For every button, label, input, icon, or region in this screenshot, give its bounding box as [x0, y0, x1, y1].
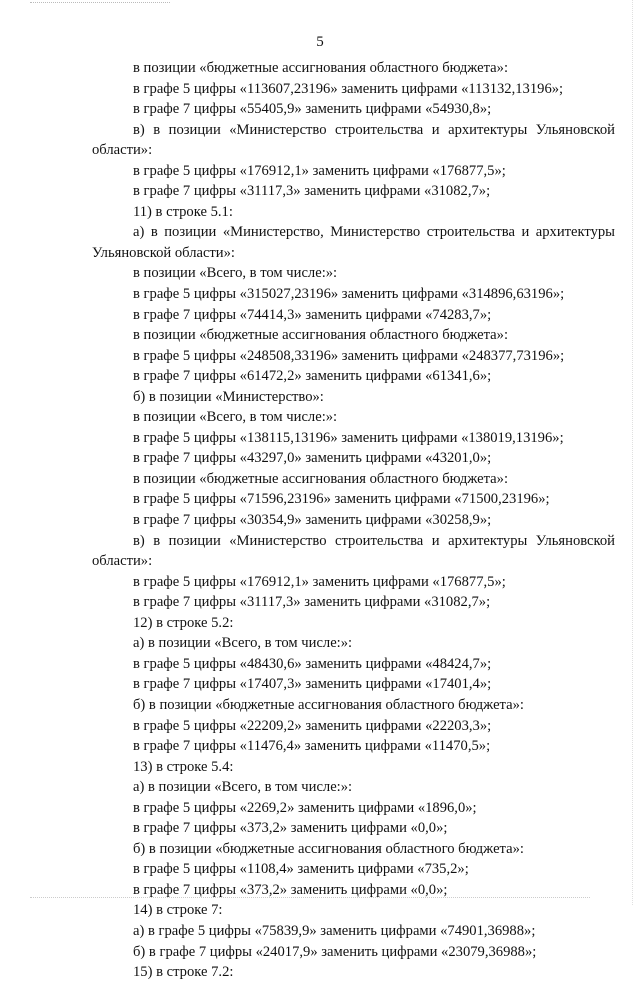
scan-edge-top [30, 2, 170, 5]
text-line: в графе 5 цифры «138115,13196» заменить цифрами «138019,13196»; [133, 429, 564, 446]
text-line: 14) в строке 7: [133, 902, 223, 919]
text-line: в графе 7 цифры «61472,2» заменить цифрами «61341,6»; [133, 368, 492, 385]
text-line: области»: [92, 142, 153, 159]
text-line: в графе 7 цифры «30354,9» заменить цифрами «30258,9»; [133, 512, 492, 529]
text-line: в графе 7 цифры «11476,4» заменить цифрами «11470,5»; [133, 738, 491, 755]
text-line: в графе 5 цифры «113607,23196» заменить цифрами «113132,13196»; [133, 80, 564, 97]
text-line: б) в позиции «бюджетные ассигнования областного бюджета»: [133, 696, 524, 713]
text-line: в) в позиции «Министерство строительства и архитектуры Ульяновской [133, 121, 615, 138]
text-line: области»: [92, 553, 153, 570]
text-line: в графе 5 цифры «48430,6» заменить цифрами «48424,7»; [133, 655, 492, 672]
document-body [92, 58, 615, 983]
text-line: Ульяновской области»: [92, 244, 235, 261]
text-line: 11) в строке 5.1: [133, 203, 233, 220]
text-line: а) в позиции «Министерство, Министерство строительства и архитектуры [133, 224, 615, 241]
text-line: в) в позиции «Министерство строительства и архитектуры Ульяновской [133, 532, 615, 549]
text-line: в графе 5 цифры «176912,1» заменить цифрами «176877,5»; [133, 162, 506, 179]
text-line: в позиции «бюджетные ассигнования областного бюджета»: [133, 470, 508, 487]
text-line: в графе 7 цифры «373,2» заменить цифрами «0,0»; [133, 881, 448, 898]
text-line: 12) в строке 5.2: [133, 614, 234, 631]
page-number: 5 [316, 34, 324, 50]
text-line: в графе 5 цифры «2269,2» заменить цифрами «1896,0»; [133, 799, 477, 816]
text-line: 13) в строке 5.4: [133, 758, 234, 775]
text-line: б) в позиции «Министерство»: [133, 388, 324, 405]
text-line: 15) в строке 7.2: [133, 964, 234, 981]
text-line: в графе 5 цифры «1108,4» заменить цифрами «735,2»; [133, 861, 469, 878]
text-line: в графе 7 цифры «43297,0» заменить цифрами «43201,0»; [133, 450, 492, 467]
text-line: а) в позиции «Всего, в том числе:»: [133, 635, 353, 652]
text-line: в графе 7 цифры «74414,3» заменить цифрами «74283,7»; [133, 306, 492, 323]
text-line: а) в графе 5 цифры «75839,9» заменить цифрами «74901,36988»; [133, 922, 536, 939]
text-line: в позиции «бюджетные ассигнования областного бюджета»: [133, 327, 508, 344]
text-line: в графе 7 цифры «31117,3» заменить цифрами «31082,7»; [133, 183, 491, 200]
text-line: в графе 7 цифры «55405,9» заменить цифрами «54930,8»; [133, 101, 492, 118]
text-line: в графе 5 цифры «315027,23196» заменить цифрами «314896,63196»; [133, 286, 565, 303]
text-line: в графе 5 цифры «71596,23196» заменить цифрами «71500,23196»; [133, 491, 550, 508]
text-line: а) в позиции «Всего, в том числе:»: [133, 779, 353, 796]
text-line: в позиции «Всего, в том числе:»: [133, 265, 338, 282]
text-line: б) в позиции «бюджетные ассигнования областного бюджета»: [133, 840, 524, 857]
text-line: б) в графе 7 цифры «24017,9» заменить цифрами «23079,36988»; [133, 943, 537, 960]
text-line: в графе 5 цифры «248508,33196» заменить цифрами «248377,73196»; [133, 347, 565, 364]
text-line: в графе 7 цифры «17407,3» заменить цифрами «17401,4»; [133, 676, 492, 693]
scan-edge-right [632, 0, 634, 905]
text-line: в позиции «Всего, в том числе:»: [133, 409, 338, 426]
text-line: в позиции «бюджетные ассигнования областного бюджета»: [133, 60, 508, 76]
text-line: в графе 7 цифры «31117,3» заменить цифрами «31082,7»; [133, 594, 491, 611]
text-line: в графе 7 цифры «373,2» заменить цифрами «0,0»; [133, 820, 448, 837]
text-line: в графе 5 цифры «22209,2» заменить цифрами «22203,3»; [133, 717, 492, 734]
text-line: в графе 5 цифры «176912,1» заменить цифрами «176877,5»; [133, 573, 506, 590]
